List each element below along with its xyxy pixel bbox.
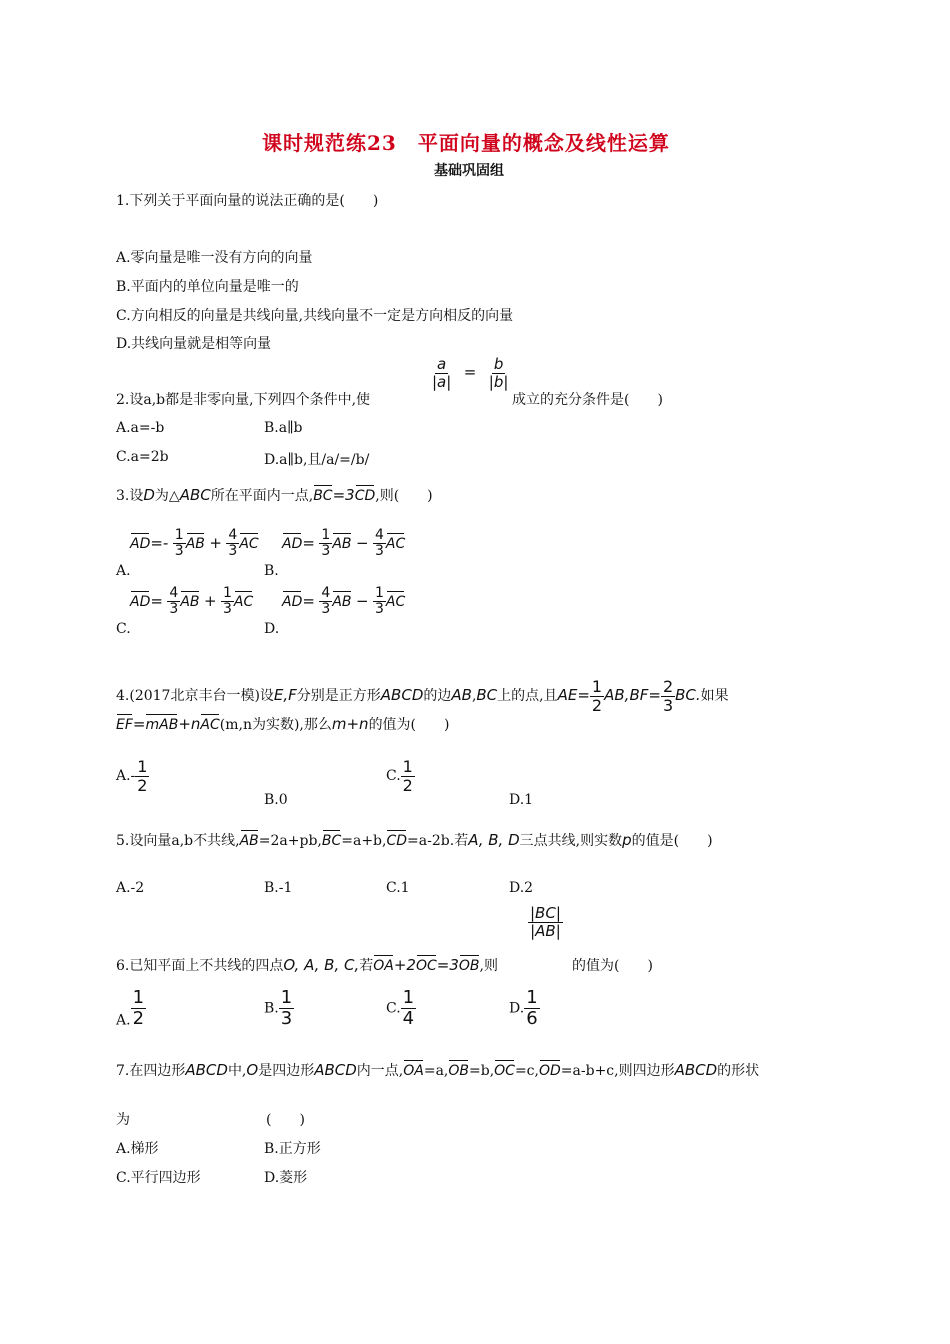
question-6-option-d xyxy=(509,988,540,1029)
question-2-option-b: B.a∥b xyxy=(264,420,303,436)
numerator: 1 xyxy=(321,527,331,543)
stem-text: 则四边形 xyxy=(618,1063,675,1079)
stem-text: 如果 xyxy=(700,688,729,705)
fraction-four-thirds xyxy=(319,586,332,618)
question-3-option-b-expr xyxy=(282,528,405,560)
points-oabc: O, A, B, C, xyxy=(283,956,360,974)
question-7-option-c: C.平行四边形 xyxy=(116,1170,201,1186)
denominator: 3 xyxy=(169,601,179,618)
question-4-option-a xyxy=(116,758,149,794)
numerator: 1 xyxy=(137,757,148,776)
m-plus-n: m+n xyxy=(331,715,369,733)
vector-oa: OA xyxy=(403,1063,424,1079)
question-5-option-a: A.-2 xyxy=(116,880,145,896)
equals-three: =3 xyxy=(332,486,355,504)
question-3-option-c-label: C. xyxy=(116,621,131,637)
plus-two: +2 xyxy=(393,956,416,974)
ab-term: AB, xyxy=(604,686,630,705)
question-3-option-c-expr xyxy=(130,586,253,618)
fraction-b-over-norm-b xyxy=(487,356,511,390)
vector-ad: AD xyxy=(130,535,151,552)
point-d: D xyxy=(143,486,155,504)
question-1-option-b: B.平面内的单位向量是唯一的 xyxy=(116,279,299,295)
equals-sign: = xyxy=(150,591,163,610)
vector-ef: EF xyxy=(116,717,133,733)
vector-ob: OB xyxy=(448,1063,469,1079)
stem-text: 3.设 xyxy=(116,488,144,504)
question-7-option-d: D.菱形 xyxy=(264,1170,308,1186)
denominator: 3 xyxy=(174,543,184,560)
vector-m-ab: mAB xyxy=(145,717,179,733)
question-1-option-c: C.方向相反的向量是共线向量,共线向量不一定是方向相反的向量 xyxy=(116,308,514,324)
denominator: 3 xyxy=(321,543,331,560)
stem-text: 的值为( ) xyxy=(368,717,450,733)
stem-text: 为△ xyxy=(154,488,180,504)
vector-ab: AB xyxy=(332,593,352,610)
stem-text: ,则 xyxy=(479,958,498,974)
question-2-condition xyxy=(430,356,510,390)
question-3-stem xyxy=(116,485,433,505)
bc-term: BC. xyxy=(675,686,701,705)
question-3-option-a-expr xyxy=(130,528,259,560)
vector-cd-value: =a-2b. xyxy=(407,833,455,849)
vector-bc-value: =a+b, xyxy=(341,833,387,849)
equals-sign: = xyxy=(302,533,315,552)
fraction-four-thirds xyxy=(167,586,180,618)
bf-equals: BF= xyxy=(629,686,661,705)
denominator: 3 xyxy=(374,543,384,560)
denominator: 3 xyxy=(321,601,331,618)
numerator: 4 xyxy=(169,585,179,601)
denominator: 3 xyxy=(280,1007,293,1029)
question-4-stem-line-2 xyxy=(116,714,450,734)
question-2-stem-a: 2.设a,b都是非零向量,下列四个条件中,使 xyxy=(116,392,371,408)
fraction-one-half xyxy=(590,678,604,714)
equals-sign: = xyxy=(302,591,315,610)
equals-three: =3 xyxy=(436,956,459,974)
fraction-one-sixth xyxy=(524,988,539,1029)
question-4-option-d: D.1 xyxy=(509,792,534,808)
stem-text: 分别是正方形 xyxy=(296,688,381,705)
numerator: a xyxy=(437,355,447,373)
question-7-stem-end: 为 xyxy=(116,1112,130,1128)
section-heading: 基础巩固组 xyxy=(434,163,504,179)
numerator: 1 xyxy=(280,987,293,1008)
comma: , xyxy=(471,688,477,705)
vector-ad: AD xyxy=(282,593,303,610)
fraction-one-third xyxy=(279,988,294,1029)
quadrilateral-abcd: ABCD xyxy=(674,1061,718,1079)
question-3-option-d-expr xyxy=(282,586,405,618)
question-6-option-a xyxy=(116,988,146,1029)
stem-text: 的边 xyxy=(423,688,452,705)
stem-text: 是四边形 xyxy=(258,1063,315,1079)
numerator: 4 xyxy=(374,527,384,543)
stem-text: 三点共线,则实数 xyxy=(519,833,623,849)
vector-ac: AC xyxy=(385,593,406,610)
fraction-one-half xyxy=(131,988,146,1029)
stem-text: 中, xyxy=(227,1063,247,1079)
vector-ob-value: =b, xyxy=(469,1063,495,1079)
question-6-stem-a xyxy=(116,955,498,975)
option-label: B. xyxy=(264,1000,279,1017)
numerator: 2 xyxy=(662,677,674,696)
fraction-four-thirds xyxy=(226,528,239,560)
option-label: C. xyxy=(386,1000,401,1017)
stem-text: 的值是( ) xyxy=(631,833,713,849)
vector-ac: AC xyxy=(233,593,254,610)
vector-cd: CD xyxy=(354,488,376,504)
stem-text: (m,n为实数),那么 xyxy=(219,717,332,733)
minus-sign: − xyxy=(355,591,369,610)
stem-text: 7.在四边形 xyxy=(116,1063,186,1079)
question-1-option-a: A.零向量是唯一没有方向的向量 xyxy=(116,250,313,266)
fraction-a-over-norm-a xyxy=(430,356,453,390)
vector-oc: OC xyxy=(494,1063,515,1079)
minus-sign: − xyxy=(355,533,369,552)
numerator: 4 xyxy=(321,585,331,601)
option-label: A.- xyxy=(116,768,136,785)
equals-sign: = xyxy=(463,363,477,381)
denominator: 2 xyxy=(402,775,413,795)
numerator: 4 xyxy=(228,527,238,543)
denominator: 2 xyxy=(137,775,148,795)
vector-ac: AC xyxy=(200,717,220,733)
question-1-option-d: D.共线向量就是相等向量 xyxy=(116,336,272,352)
vector-bc: BC xyxy=(321,833,342,849)
side-ab: AB xyxy=(451,686,472,705)
question-5-option-c: C.1 xyxy=(386,880,410,896)
points-abd: A, B, D xyxy=(468,831,520,849)
fraction-one-third xyxy=(221,586,234,618)
question-2-option-c: C.a=2b xyxy=(116,449,169,465)
vector-ab-value: =2a+pb, xyxy=(258,833,322,849)
denominator: |AB| xyxy=(530,921,561,940)
question-2-option-d: D.a∥b,且/a/=/b/ xyxy=(264,452,370,468)
denominator: |a| xyxy=(432,372,452,391)
stem-text: 上的点,且 xyxy=(497,688,558,705)
square-abcd: ABCD xyxy=(380,686,424,705)
plus-n: +n xyxy=(178,715,201,733)
points-ef: E,F xyxy=(273,686,297,705)
fraction-one-third xyxy=(373,586,386,618)
numerator: 1 xyxy=(222,585,232,601)
numerator: 1 xyxy=(132,987,145,1008)
stem-text: 所在平面内一点, xyxy=(210,488,314,504)
question-6-stem-b: 的值为( ) xyxy=(572,958,653,974)
stem-text: ,则( ) xyxy=(375,488,433,504)
equals-sign: = xyxy=(132,715,146,733)
question-6-option-c xyxy=(386,988,416,1029)
fraction-one-fourth xyxy=(401,988,416,1029)
page-title: 课时规范练23 平面向量的概念及线性运算 xyxy=(262,131,670,155)
fraction-two-thirds xyxy=(661,678,675,714)
stem-text: 内一点, xyxy=(356,1063,404,1079)
denominator: 2 xyxy=(591,695,603,715)
vector-ab: AB xyxy=(185,535,205,552)
numerator: 1 xyxy=(526,987,538,1008)
side-bc: BC xyxy=(476,686,498,705)
denominator: 4 xyxy=(402,1007,415,1029)
stem-text: 的形状 xyxy=(717,1063,760,1079)
vector-ac: AC xyxy=(239,535,259,552)
vector-ob: OB xyxy=(458,958,480,974)
denominator: 2 xyxy=(132,1007,145,1029)
quadrilateral-abcd: ABCD xyxy=(314,1061,357,1079)
plus-sign: + xyxy=(209,533,222,552)
question-5-option-b: B.-1 xyxy=(264,880,293,896)
numerator: 1 xyxy=(591,677,603,696)
vector-oc: OC xyxy=(415,958,437,974)
point-o: O xyxy=(246,1061,259,1079)
question-5-stem xyxy=(116,830,713,850)
option-label: A. xyxy=(116,1012,131,1029)
question-3-option-d-label: D. xyxy=(264,621,280,637)
fraction-one-half xyxy=(135,758,149,794)
triangle-abc: ABC xyxy=(179,486,211,504)
question-1-stem: 1.下列关于平面向量的说法正确的是( ) xyxy=(116,193,379,209)
option-label: D. xyxy=(509,1000,525,1017)
plus-sign: + xyxy=(203,591,217,610)
numerator: 1 xyxy=(402,987,415,1008)
denominator: 3 xyxy=(662,695,674,715)
denominator: 3 xyxy=(228,543,238,560)
fraction-one-half xyxy=(401,758,415,794)
question-2-option-a: A.a=-b xyxy=(116,420,165,436)
question-7-option-a: A.梯形 xyxy=(116,1141,159,1157)
vector-ad: AD xyxy=(130,593,151,610)
stem-text: 6.已知平面上不共线的四点 xyxy=(116,958,284,974)
ae-equals: AE= xyxy=(557,686,590,705)
question-6-ratio xyxy=(528,905,563,939)
numerator: 1 xyxy=(402,757,413,776)
denominator: 3 xyxy=(222,601,232,618)
vector-oa-value: =a, xyxy=(423,1063,449,1079)
vector-ab: AB xyxy=(332,535,352,552)
question-3-option-a-label: A. xyxy=(116,563,131,579)
question-3-option-b-label: B. xyxy=(264,563,279,579)
fraction-four-thirds xyxy=(373,528,386,560)
equals-minus: =- xyxy=(150,533,169,552)
vector-od: OD xyxy=(538,1063,561,1079)
question-2-stem-b: 成立的充分条件是( ) xyxy=(512,392,663,408)
question-4-option-c xyxy=(386,758,415,794)
fraction-one-third xyxy=(173,528,186,560)
vector-oa: OA xyxy=(373,958,394,974)
stem-text: 若 xyxy=(359,958,374,974)
question-4-stem-line-1 xyxy=(116,678,729,714)
vector-ad: AD xyxy=(282,535,303,552)
numerator: 1 xyxy=(174,527,184,543)
vector-od-value: =a-b+c, xyxy=(560,1063,619,1079)
quadrilateral-abcd: ABCD xyxy=(185,1061,228,1079)
vector-ac: AC xyxy=(385,535,406,552)
variable-p: p xyxy=(622,831,632,849)
stem-text: 若 xyxy=(454,833,469,849)
vector-ab: AB xyxy=(180,593,200,610)
denominator: |b| xyxy=(488,372,509,391)
vector-ab: AB xyxy=(239,833,259,849)
stem-text: 4.(2017北京丰台一模)设 xyxy=(116,688,274,705)
vector-oc-value: =c, xyxy=(514,1063,539,1079)
stem-text: 5.设向量a,b不共线, xyxy=(116,833,240,849)
vector-cd: CD xyxy=(386,833,408,849)
denominator: 6 xyxy=(526,1007,538,1029)
question-7-answer-paren: ( ) xyxy=(266,1112,305,1128)
denominator: 3 xyxy=(374,601,384,618)
numerator: b xyxy=(493,355,504,373)
numerator: 1 xyxy=(374,585,384,601)
vector-bc: BC xyxy=(313,488,333,504)
question-7-stem xyxy=(116,1060,759,1080)
question-5-option-d: D.2 xyxy=(509,880,534,896)
fraction-one-third xyxy=(319,528,332,560)
numerator: |BC| xyxy=(530,904,561,922)
question-7-option-b: B.正方形 xyxy=(264,1141,321,1157)
question-6-option-b xyxy=(264,988,294,1029)
option-label: C. xyxy=(386,768,401,785)
fraction-bc-over-ab xyxy=(528,905,563,939)
question-4-option-b: B.0 xyxy=(264,792,288,808)
